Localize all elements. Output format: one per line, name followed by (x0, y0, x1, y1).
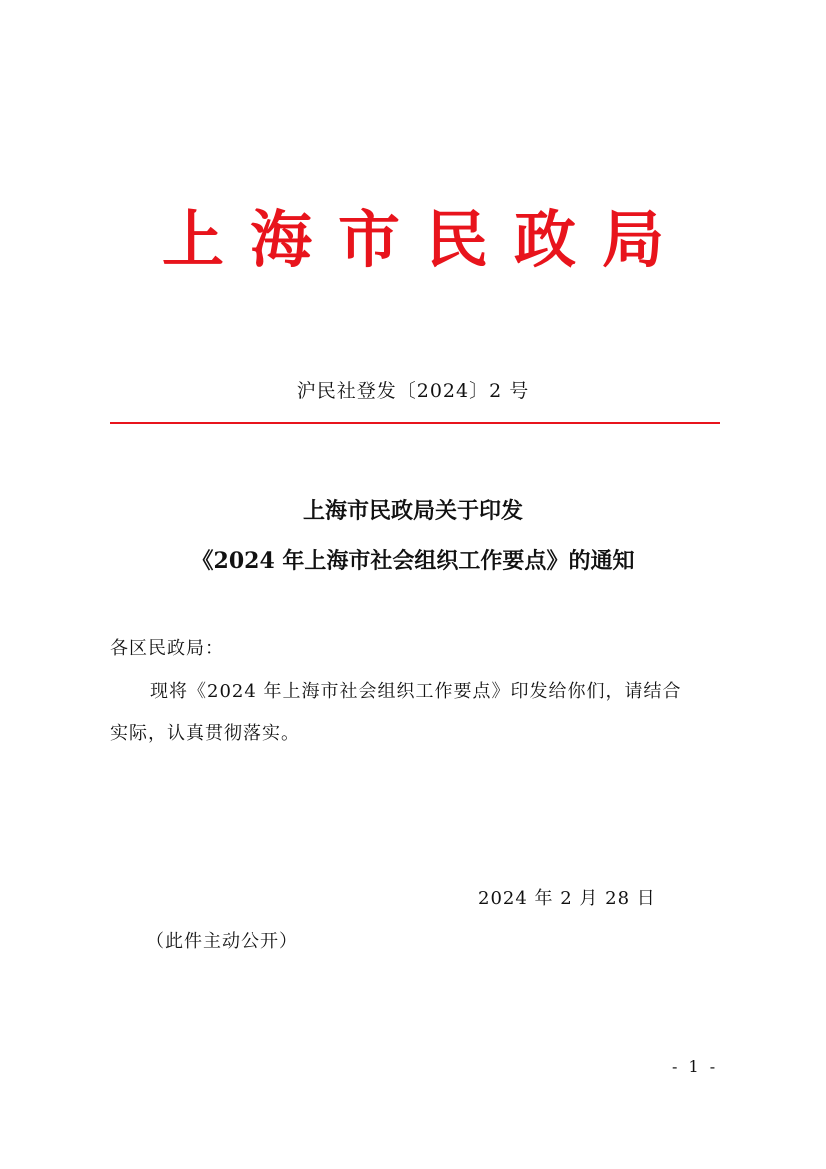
document-number: 沪民社登发〔2024〕2 号 (296, 380, 530, 402)
issuing-authority-masthead: 上海市民政局 (161, 203, 690, 276)
red-separator-line (110, 422, 720, 424)
disclosure-note: （此件主动公开） (146, 931, 298, 952)
page-number: - 1 - (672, 1057, 719, 1076)
body-paragraph-line-2: 实际，认真贯彻落实。 (110, 723, 300, 744)
body-paragraph-line-1: 现将《2024 年上海市社会组织工作要点》印发给你们，请结合 (150, 681, 682, 702)
document-title-line-1: 上海市民政局关于印发 (302, 498, 523, 524)
salutation: 各区民政局： (110, 638, 224, 659)
issue-date: 2024 年 2 月 28 日 (478, 888, 656, 909)
document-title-line-2: 《2024 年上海市社会组织工作要点》的通知 (191, 548, 635, 574)
